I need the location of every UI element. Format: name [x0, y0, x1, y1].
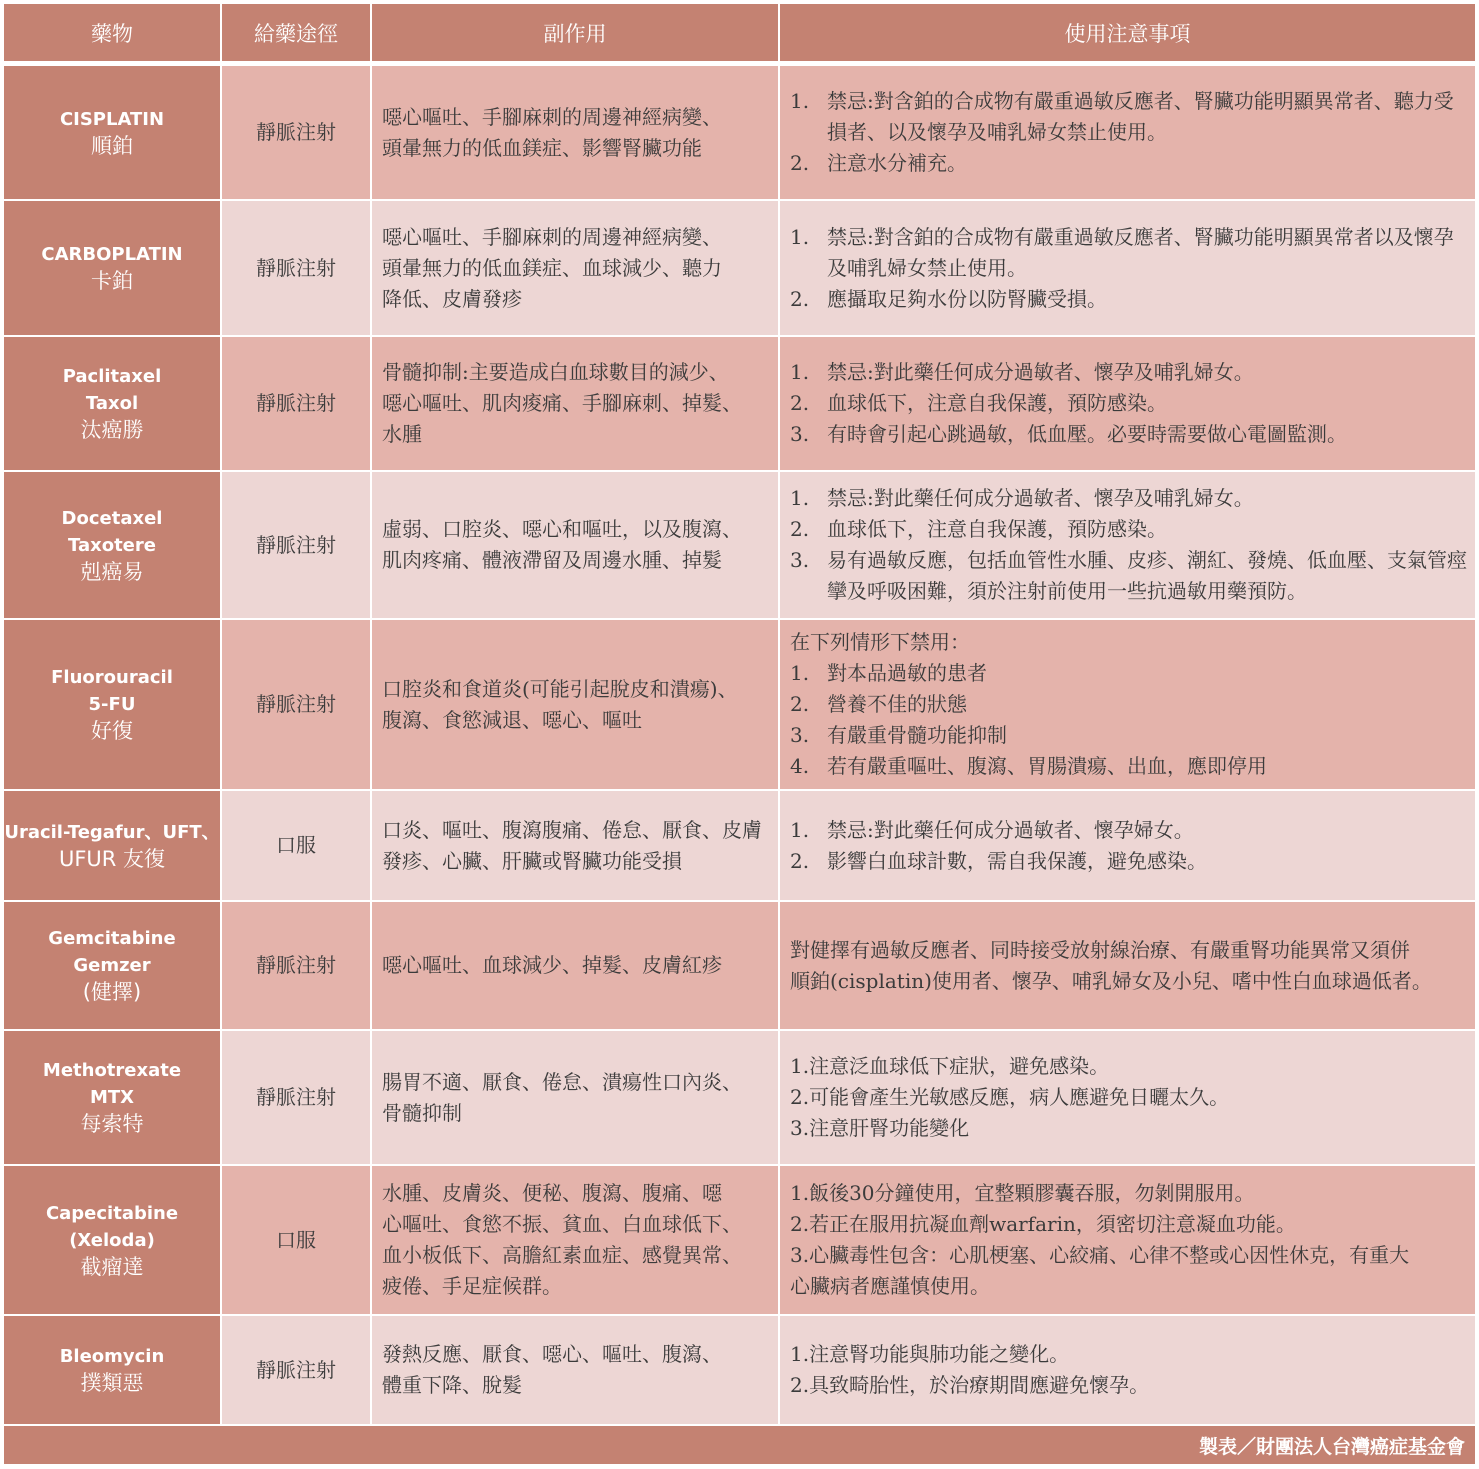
- side-effects-line: 體重下降、脫髮: [382, 1373, 522, 1397]
- drug-name-line: Fluorouracil: [51, 667, 173, 688]
- side-effects-line: 口腔炎和食道炎(可能引起脫皮和潰瘍)、: [382, 676, 738, 701]
- side-effects-cell: [371, 619, 779, 790]
- precautions-cell: [779, 336, 1476, 471]
- route-cell: 靜脈注射: [221, 336, 371, 471]
- side-effects-cell: [371, 471, 779, 619]
- precautions-cell: [779, 1315, 1476, 1425]
- drug-name-chinese: UFUR 友復: [58, 846, 166, 871]
- precautions-line: 3.心臟毒性包含：心肌梗塞、心絞痛、心律不整或心因性休克，有重大: [790, 1243, 1410, 1267]
- drug-name-cell: [3, 65, 221, 200]
- precautions-line: 2.可能會產生光敏感反應，病人應避免日曬太久。: [790, 1085, 1230, 1109]
- drug-name-line: 5-FU: [88, 694, 136, 715]
- precaution-text: 注意水分補充。: [827, 151, 967, 175]
- drug-name-chinese: 截瘤達: [80, 1254, 144, 1279]
- table-row: [3, 1030, 1476, 1165]
- precaution-number: 3.: [790, 422, 810, 446]
- precautions-line: 對健擇有過敏反應者、同時接受放射線治療、有嚴重腎功能異常又須併: [790, 937, 1410, 962]
- side-effects-cell: [371, 1030, 779, 1165]
- side-effects-cell: [371, 65, 779, 200]
- drug-name-cell: [3, 1030, 221, 1165]
- precaution-number: 2.: [790, 391, 810, 415]
- route-cell: 靜脈注射: [221, 1315, 371, 1425]
- route-cell: 靜脈注射: [221, 619, 371, 790]
- table-row: [3, 65, 1476, 200]
- drug-name-line: CISPLATIN: [59, 108, 165, 130]
- precaution-number: 2.: [790, 151, 810, 175]
- side-effects-line: 腸胃不適、厭食、倦怠、潰瘍性口內炎、: [382, 1069, 742, 1094]
- header-precautions: 使用注意事項: [779, 3, 1476, 62]
- side-effects-cell: [371, 336, 779, 471]
- precautions-line: 1.注意腎功能與肺功能之變化。: [790, 1342, 1070, 1366]
- drug-name-cell: [3, 200, 221, 336]
- precaution-text: 有嚴重骨髓功能抑制: [827, 723, 1007, 747]
- drug-name-cell: [3, 336, 221, 471]
- drug-name-chinese: 順鉑: [91, 133, 133, 158]
- precaution-item: [790, 483, 1469, 514]
- precaution-number: 1.: [790, 817, 810, 842]
- drug-table-container: [2, 2, 1475, 1466]
- drug-name-chinese: 剋癌易: [80, 559, 144, 584]
- side-effects-line: 降低、皮膚發疹: [382, 286, 522, 311]
- precaution-item: [790, 148, 1469, 179]
- route-cell: 靜脈注射: [221, 200, 371, 336]
- precaution-number: 2.: [790, 848, 810, 873]
- side-effects-line: 水腫: [382, 422, 422, 446]
- table-row: [3, 200, 1476, 336]
- precaution-number: 2.: [790, 692, 810, 716]
- precaution-number: 1.: [790, 360, 810, 384]
- precaution-text: 禁忌:對此藥任何成分過敏者、懷孕及哺乳婦女。: [827, 486, 1254, 510]
- drug-name-chinese: 撲類惡: [80, 1371, 144, 1395]
- side-effects-line: 血小板低下、高膽紅素血症、感覺異常、: [382, 1243, 742, 1267]
- precaution-number: 1.: [790, 486, 810, 510]
- precautions-line: 1.注意泛血球低下症狀，避免感染。: [790, 1054, 1110, 1078]
- drug-name-cell: [3, 790, 221, 901]
- side-effects-line: 心嘔吐、食慾不振、貧血、白血球低下、: [382, 1212, 742, 1236]
- drug-name-chinese: 好復: [91, 719, 133, 743]
- table-row: [3, 619, 1476, 790]
- route-cell: 口服: [221, 1165, 371, 1315]
- precautions-cell: [779, 901, 1476, 1030]
- side-effects-line: 骨髓抑制:主要造成白血球數目的減少、: [382, 360, 729, 384]
- route-cell: 靜脈注射: [221, 901, 371, 1030]
- precaution-text: 禁忌:對此藥任何成分過敏者、懷孕婦女。: [827, 817, 1194, 842]
- side-effects-line: 噁心嘔吐、手腳麻刺的周邊神經病變、: [382, 224, 722, 249]
- drug-name-line: Taxotere: [68, 534, 156, 556]
- precautions-intro: 在下列情形下禁用：: [790, 630, 970, 654]
- precaution-number: 2.: [790, 517, 810, 541]
- header-route: 給藥途徑: [221, 3, 371, 62]
- precaution-text: 影響白血球計數，需自我保護，避免感染。: [827, 848, 1207, 873]
- side-effects-line: 噁心嘔吐、手腳麻刺的周邊神經病變、: [382, 104, 722, 129]
- precaution-item: [790, 689, 1469, 720]
- precaution-number: 2.: [790, 286, 810, 311]
- precaution-text: 易有過敏反應，包括血管性水腫、皮疹、潮紅、發燒、低血壓、支氣管痙攣及呼吸困難，須於注射前使用一些抗過敏用藥預防。: [827, 548, 1467, 603]
- side-effects-cell: [371, 790, 779, 901]
- side-effects-cell: [371, 1165, 779, 1315]
- precaution-item: [790, 222, 1469, 284]
- precaution-item: [790, 815, 1469, 846]
- side-effects-line: 腹瀉、食慾減退、噁心、嘔吐: [382, 707, 642, 732]
- side-effects-line: 發熱反應、厭食、噁心、嘔吐、腹瀉、: [382, 1342, 722, 1366]
- precautions-cell: [779, 1030, 1476, 1165]
- side-effects-line: 頭暈無力的低血鎂症、影響腎臟功能: [382, 135, 702, 160]
- drug-name-cell: [3, 1165, 221, 1315]
- drug-name-chinese: (健擇): [82, 980, 142, 1004]
- precaution-text: 若有嚴重嘔吐、腹瀉、胃腸潰瘍、出血，應即停用: [827, 754, 1267, 778]
- precaution-text: 血球低下，注意自我保護，預防感染。: [827, 517, 1167, 541]
- table-row: [3, 901, 1476, 1030]
- side-effects-cell: [371, 901, 779, 1030]
- drug-name-line: CARBOPLATIN: [41, 244, 183, 265]
- drug-name-cell: [3, 471, 221, 619]
- route-cell: 靜脈注射: [221, 65, 371, 200]
- precaution-item: [790, 357, 1469, 388]
- precaution-item: [790, 86, 1469, 148]
- precaution-item: [790, 419, 1469, 450]
- drug-name-chinese: 卡鉑: [91, 269, 133, 293]
- precautions-line: 順鉑(cisplatin)使用者、懷孕、哺乳婦女及小兒、嗜中性白血球過低者。: [790, 968, 1432, 993]
- precautions-line: 2.若正在服用抗凝血劑warfarin，須密切注意凝血功能。: [790, 1212, 1296, 1236]
- precautions-cell: [779, 471, 1476, 619]
- route-cell: 靜脈注射: [221, 1030, 371, 1165]
- header-drug: 藥物: [3, 3, 221, 62]
- side-effects-line: 水腫、皮膚炎、便秘、腹瀉、腹痛、噁: [382, 1181, 722, 1205]
- precaution-item: [790, 658, 1469, 689]
- drug-name-line: Gemcitabine: [48, 928, 176, 949]
- precaution-item: [790, 284, 1469, 315]
- drug-name-cell: [3, 901, 221, 1030]
- table-body: [3, 62, 1476, 1465]
- drug-name-line: (Xeloda): [69, 1229, 155, 1251]
- table-row: [3, 790, 1476, 901]
- source-credit: 製表／財團法人台灣癌症基金會: [3, 1425, 1476, 1465]
- route-cell: 口服: [221, 790, 371, 901]
- drug-name-chinese: 汰癌勝: [80, 418, 144, 442]
- precautions-cell: [779, 790, 1476, 901]
- table-row: [3, 336, 1476, 471]
- precaution-item: [790, 545, 1469, 607]
- drug-name-line: Gemzer: [73, 955, 151, 976]
- precautions-cell: [779, 619, 1476, 790]
- side-effects-line: 口炎、嘔吐、腹瀉腹痛、倦怠、厭食、皮膚: [382, 817, 762, 842]
- precaution-item: [790, 751, 1469, 782]
- side-effects-line: 虛弱、口腔炎、噁心和嘔吐，以及腹瀉、: [382, 517, 742, 541]
- table-row: [3, 471, 1476, 619]
- side-effects-line: 疲倦、手足症候群。: [382, 1274, 562, 1298]
- precaution-text: 禁忌:對此藥任何成分過敏者、懷孕及哺乳婦女。: [827, 360, 1254, 384]
- precaution-number: 1.: [790, 224, 810, 249]
- drug-name-line: MTX: [89, 1087, 135, 1108]
- precaution-number: 3.: [790, 723, 810, 747]
- precaution-text: 禁忌:對含鉑的合成物有嚴重過敏反應者、腎臟功能明顯異常者以及懷孕及哺乳婦女禁止使用。: [827, 224, 1454, 280]
- side-effects-line: 頭暈無力的低血鎂症、血球減少、聽力: [382, 255, 722, 280]
- precautions-cell: [779, 200, 1476, 336]
- precautions-line: 1.飯後30分鐘使用，宜整顆膠囊吞服，勿剝開服用。: [790, 1181, 1255, 1205]
- precaution-number: 1.: [790, 661, 810, 685]
- drug-name-chinese: 每索特: [80, 1112, 144, 1136]
- table-row: [3, 1315, 1476, 1425]
- footer-row: [3, 1425, 1476, 1465]
- precaution-text: 應攝取足夠水份以防腎臟受損。: [827, 286, 1107, 311]
- side-effects-line: 肌肉疼痛、體液滯留及周邊水腫、掉髮: [382, 548, 722, 572]
- side-effects-line: 噁心嘔吐、血球減少、掉髮、皮膚紅疹: [382, 953, 722, 977]
- side-effects-line: 骨髓抑制: [382, 1100, 462, 1125]
- precaution-number: 4.: [790, 754, 810, 778]
- drug-name-line: Methotrexate: [42, 1060, 182, 1081]
- precaution-text: 血球低下，注意自我保護，預防感染。: [827, 391, 1167, 415]
- drug-name-line: Bleomycin: [59, 1346, 165, 1367]
- precaution-item: [790, 514, 1469, 545]
- header-row: [3, 3, 1476, 62]
- table-row: [3, 1165, 1476, 1315]
- side-effects-line: 發疹、心臟、肝臟或腎臟功能受損: [382, 848, 682, 873]
- precautions-cell: [779, 65, 1476, 200]
- drug-name-cell: [3, 619, 221, 790]
- precautions-line: 3.注意肝腎功能變化: [790, 1116, 970, 1140]
- drug-name-line: Taxol: [85, 393, 139, 414]
- route-cell: 靜脈注射: [221, 471, 371, 619]
- precautions-cell: [779, 1165, 1476, 1315]
- precaution-item: [790, 388, 1469, 419]
- precaution-number: 3.: [790, 548, 810, 572]
- precaution-text: 對本品過敏的患者: [827, 661, 987, 685]
- precaution-text: 營養不佳的狀態: [827, 692, 967, 716]
- side-effects-cell: [371, 200, 779, 336]
- precaution-text: 有時會引起心跳過敏，低血壓。必要時需要做心電圖監測。: [827, 422, 1347, 446]
- drug-name-line: Paclitaxel: [62, 366, 162, 387]
- drug-name-line: Docetaxel: [61, 507, 163, 529]
- precaution-number: 1.: [790, 89, 810, 113]
- precaution-item: [790, 720, 1469, 751]
- precautions-line: 2.具致畸胎性，於治療期間應避免懷孕。: [790, 1373, 1150, 1397]
- side-effects-cell: [371, 1315, 779, 1425]
- chemotherapy-drug-table: [2, 2, 1477, 1466]
- drug-name-line: Capecitabine: [45, 1202, 179, 1224]
- precaution-item: [790, 846, 1469, 877]
- precaution-text: 禁忌:對含鉑的合成物有嚴重過敏反應者、腎臟功能明顯異常者、聽力受損者、以及懷孕及哺乳婦女禁止使用。: [827, 89, 1454, 144]
- header-side-effects: 副作用: [371, 3, 779, 62]
- precautions-line: 心臟病者應謹慎使用。: [790, 1274, 990, 1298]
- side-effects-line: 噁心嘔吐、肌肉痠痛、手腳麻刺、掉髮、: [382, 391, 742, 415]
- drug-name-line: Uracil-Tegafur、UFT、: [4, 821, 220, 843]
- drug-name-cell: [3, 1315, 221, 1425]
